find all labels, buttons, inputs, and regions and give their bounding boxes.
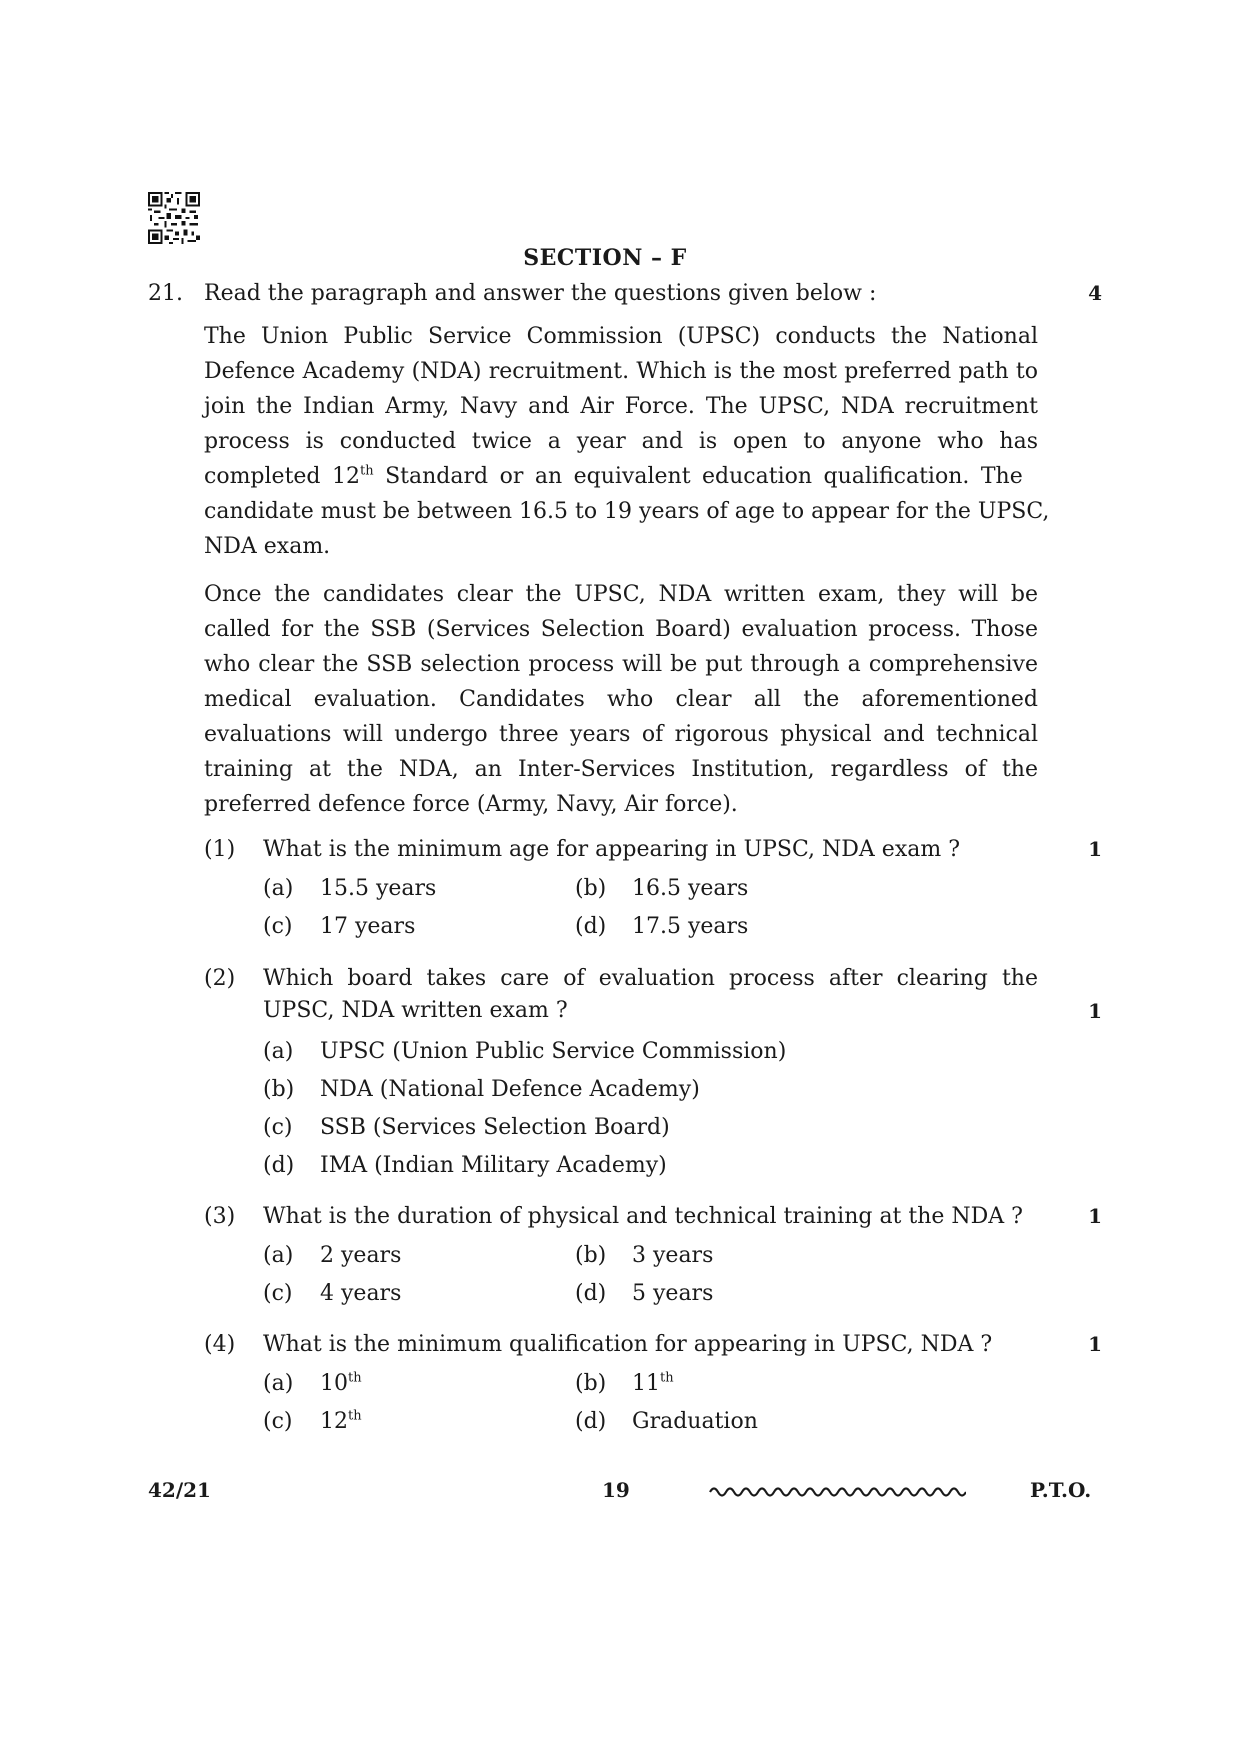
subquestion-text	[263, 961, 1038, 1028]
paragraph-line: evaluations will undergo three years of rigorous physical and technical	[204, 722, 1038, 747]
option-text: 4 years	[320, 1281, 402, 1306]
page-number: 19	[602, 1478, 630, 1502]
option-text: 5 years	[632, 1281, 714, 1306]
option-text: Graduation	[632, 1409, 758, 1434]
paragraph-line: who clear the SSB selection process will be put through a comprehensive	[204, 652, 1038, 677]
subquestion-number: (3)	[204, 1204, 236, 1229]
paragraph-1	[204, 319, 1050, 564]
paragraph-fragment: completed 12	[204, 464, 360, 489]
option-text: 3 years	[632, 1243, 714, 1268]
paragraph-line: preferred defence force (Army, Navy, Air force).	[204, 792, 738, 817]
subquestion-number: (2)	[204, 966, 236, 991]
paragraph-line-with-superscript	[204, 459, 1038, 494]
option-label: (d)	[575, 914, 607, 939]
option-value: 11	[632, 1371, 660, 1396]
option-text: 16.5 years	[632, 876, 749, 901]
paragraph-line: The Union Public Service Commission (UPSC) conducts the National	[204, 324, 1038, 349]
option-label: (c)	[263, 914, 293, 939]
paragraph-line: Defence Academy (NDA) recruitment. Which is the most preferred path to	[204, 359, 1038, 384]
subquestion-marks: 1	[1088, 1332, 1102, 1356]
subquestion-number: (1)	[204, 837, 236, 862]
please-turn-over: P.T.O.	[1030, 1478, 1092, 1502]
option-text: 17.5 years	[632, 914, 749, 939]
paragraph-line: training at the NDA, an Inter-Services Institution, regardless of the	[204, 757, 1038, 782]
superscript: th	[360, 463, 374, 479]
subquestion-marks: 1	[1088, 837, 1102, 861]
subquestion-line: Which board takes care of evaluation process after clearing the	[263, 966, 1038, 991]
paragraph-line: NDA exam.	[204, 534, 331, 559]
subquestion-text: What is the duration of physical and technical training at the NDA ?	[263, 1204, 1023, 1229]
subquestion-marks: 1	[1088, 1204, 1102, 1228]
subquestion-marks: 1	[1088, 999, 1102, 1023]
question-prompt: Read the paragraph and answer the questions given below :	[204, 281, 877, 306]
subquestion-number: (4)	[204, 1332, 236, 1357]
option-text: SSB (Services Selection Board)	[320, 1115, 670, 1140]
option-text: IMA (Indian Military Academy)	[320, 1153, 667, 1178]
option-label: (c)	[263, 1281, 293, 1306]
option-value: 12	[320, 1409, 348, 1434]
option-value: 10	[320, 1371, 348, 1396]
option-text: UPSC (Union Public Service Commission)	[320, 1039, 787, 1064]
superscript: th	[348, 1370, 362, 1386]
option-label: (b)	[575, 1243, 607, 1268]
paragraph-line: candidate must be between 16.5 to 19 years of age to appear for the UPSC,	[204, 499, 1050, 524]
wavy-line-decoration	[708, 1482, 966, 1500]
option-text	[320, 1404, 362, 1439]
option-label: (a)	[263, 876, 294, 901]
option-text: 17 years	[320, 914, 416, 939]
question-marks: 4	[1088, 281, 1102, 305]
option-text: NDA (National Defence Academy)	[320, 1077, 700, 1102]
option-label: (a)	[263, 1371, 294, 1396]
option-label: (c)	[263, 1409, 293, 1434]
option-label: (b)	[575, 1371, 607, 1396]
superscript: th	[660, 1370, 674, 1386]
paragraph-2	[204, 577, 1038, 822]
subquestion-line: UPSC, NDA written exam ?	[263, 998, 568, 1023]
paragraph-line: process is conducted twice a year and is open to anyone who has	[204, 429, 1038, 454]
subquestion-text: What is the minimum qualification for appearing in UPSC, NDA ?	[263, 1332, 993, 1357]
option-label: (c)	[263, 1115, 293, 1140]
paragraph-line: called for the SSB (Services Selection Board) evaluation process. Those	[204, 617, 1038, 642]
option-text: 2 years	[320, 1243, 402, 1268]
paragraph-line: join the Indian Army, Navy and Air Force. The UPSC, NDA recruitment	[204, 394, 1038, 419]
option-label: (a)	[263, 1039, 294, 1064]
qr-code-icon	[148, 192, 200, 244]
option-label: (b)	[263, 1077, 295, 1102]
superscript: th	[348, 1408, 362, 1424]
paragraph-line: medical evaluation. Candidates who clear all the aforementioned	[204, 687, 1038, 712]
option-label: (d)	[575, 1409, 607, 1434]
option-label: (b)	[575, 876, 607, 901]
option-text: 15.5 years	[320, 876, 437, 901]
option-text	[632, 1366, 674, 1401]
option-text	[320, 1366, 362, 1401]
section-title: SECTION – F	[523, 245, 687, 271]
paper-code: 42/21	[148, 1478, 211, 1502]
paragraph-fragment: Standard or an equivalent education qualification. The	[373, 464, 1023, 489]
question-number: 21.	[148, 281, 183, 306]
subquestion-text: What is the minimum age for appearing in UPSC, NDA exam ?	[263, 837, 960, 862]
option-label: (a)	[263, 1243, 294, 1268]
option-label: (d)	[263, 1153, 295, 1178]
paragraph-line: Once the candidates clear the UPSC, NDA written exam, they will be	[204, 582, 1038, 607]
option-label: (d)	[575, 1281, 607, 1306]
